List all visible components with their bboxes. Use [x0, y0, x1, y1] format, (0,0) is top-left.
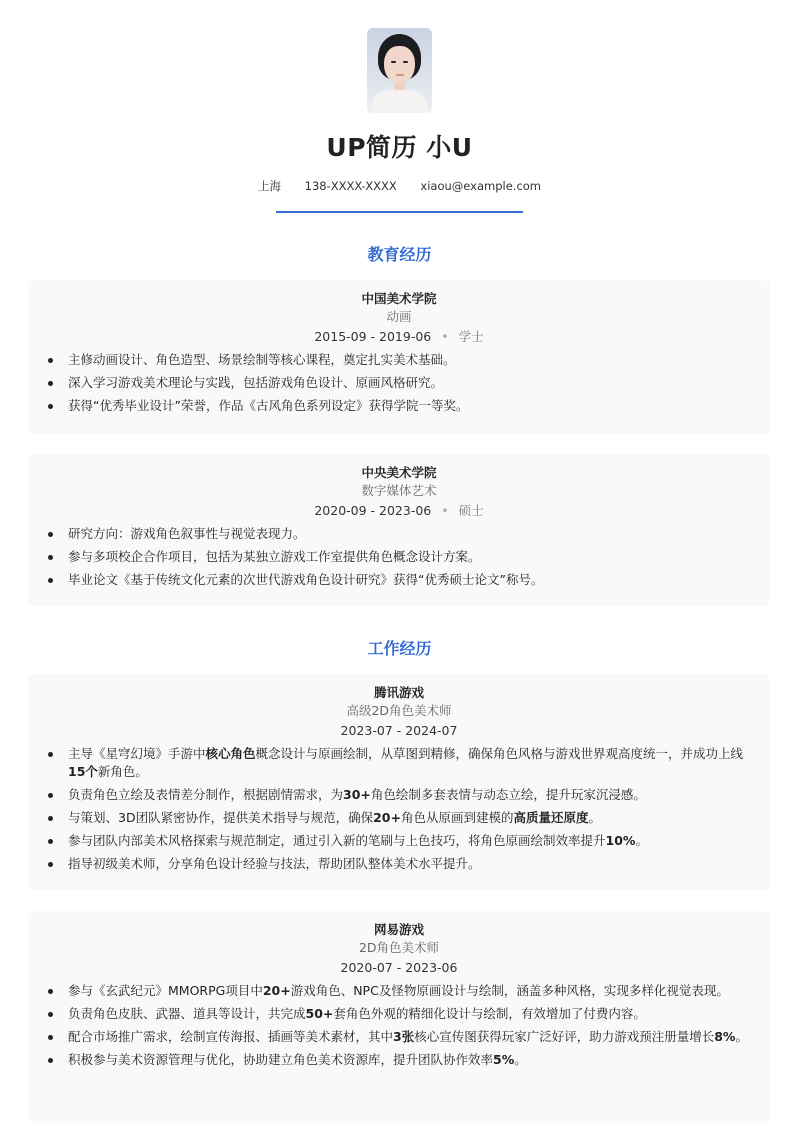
bullet-item	[48, 786, 752, 804]
bullet-text: 积极参与美术资源管理与优化，协助建立角色美术资源库，提升团队协作效率	[68, 1052, 494, 1067]
bullet-text: 与策划、3D团队紧密协作，提供美术指导与规范，确保	[68, 810, 374, 825]
work-bullets	[28, 745, 770, 873]
highlight-text: 20+	[373, 810, 401, 825]
bullet-text: 角色从原画到建模的	[400, 810, 514, 825]
school-major: 动画	[386, 309, 412, 324]
job-period: 2023-07 - 2024-07	[340, 723, 458, 738]
bullet-item	[48, 832, 752, 850]
bullet-item	[48, 855, 752, 873]
highlight-text: 10%	[605, 833, 636, 848]
bullet-text: 主修动画设计、角色造型、场景绘制等核心课程，奠定扎实美术基础。	[68, 352, 456, 367]
work-card	[28, 911, 770, 1123]
education-section-title: 教育经历	[367, 245, 432, 264]
profile-photo	[367, 28, 432, 113]
highlight-text: 3张	[393, 1029, 415, 1044]
bullet-text: 新角色。	[97, 764, 148, 779]
bullet-text: 套角色外观的精细化设计与绘制，有效增加了付费内容。	[333, 1006, 646, 1021]
resume-name: UP简历 小U	[326, 133, 473, 162]
bullet-text: 。	[514, 1052, 527, 1067]
education-period: 2020-09 - 2023-06	[314, 503, 432, 518]
bullet-item	[48, 397, 752, 415]
photo-suit	[371, 90, 428, 113]
school-name: 中国美术学院	[361, 291, 437, 306]
bullet-item	[48, 809, 752, 827]
bullet-text: 毕业论文《基于传统文化元素的次世代游戏角色设计研究》获得“优秀硕士论文”称号。	[68, 572, 544, 587]
bullet-item	[48, 351, 752, 369]
bullet-item	[48, 525, 752, 543]
highlight-text: 15个	[68, 764, 98, 779]
education-meta	[28, 501, 770, 521]
education-bullets	[28, 351, 770, 415]
work-section-title: 工作经历	[367, 639, 432, 658]
work-bullets	[28, 982, 770, 1069]
bullet-text: 。	[735, 1029, 748, 1044]
photo-face	[384, 46, 415, 84]
bullet-text: 负责角色立绘及表情差分制作，根据剧情需求，为	[68, 787, 344, 802]
job-role: 2D角色美术师	[358, 940, 440, 955]
bullet-text: 游戏角色、NPC及怪物原画设计与绘制，涵盖多种风格，实现多样化视觉表现。	[290, 983, 729, 998]
bullet-text: 获得“优秀毕业设计”荣誉，作品《古风角色系列设定》获得学院一等奖。	[68, 398, 469, 413]
company-name: 腾讯游戏	[373, 685, 424, 700]
bullet-item	[48, 571, 752, 589]
bullet-text: 。	[635, 833, 648, 848]
bullet-item	[48, 1028, 752, 1046]
company-name: 网易游戏	[373, 922, 424, 937]
education-meta	[28, 327, 770, 347]
education-bullets	[28, 525, 770, 589]
highlight-text: 30+	[343, 787, 371, 802]
bullet-item	[48, 548, 752, 566]
bullet-text: 配合市场推广需求，绘制宣传海报、插画等美术素材，其中	[68, 1029, 394, 1044]
bullet-text: 负责角色皮肤、武器、道具等设计，共完成	[68, 1006, 306, 1021]
contact-city: 上海	[257, 179, 281, 193]
contact-email[interactable]: xiaou@example.com	[420, 179, 542, 193]
highlight-text: 20+	[262, 983, 291, 998]
photo-lip	[396, 74, 404, 76]
bullet-item	[48, 374, 752, 392]
bullet-text: 主导《星穹幻境》手游中	[68, 746, 206, 761]
education-period: 2015-09 - 2019-06	[314, 329, 432, 344]
bullet-text: 。	[588, 810, 602, 825]
education-degree: 学士	[458, 329, 484, 344]
highlight-text: 8%	[714, 1029, 736, 1044]
highlight-text: 高质量还原度	[513, 810, 589, 825]
education-card	[28, 454, 770, 606]
contact-phone: 138-XXXX-XXXX	[304, 179, 397, 193]
school-major: 数字媒体艺术	[361, 483, 437, 498]
highlight-text: 5%	[493, 1052, 515, 1067]
bullet-item	[48, 1005, 752, 1023]
bullet-text: 核心宣传图获得玩家广泛好评，助力游戏预注册量增长	[414, 1029, 715, 1044]
bullet-text: 概念设计与原画绘制，从草图到精修，确保角色风格与游戏世界观高度统一，并成功上线	[255, 746, 744, 761]
bullet-text: 角色绘制多套表情与动态立绘，提升玩家沉浸感。	[370, 787, 646, 802]
bullet-text: 参与团队内部美术风格探索与规范制定，通过引入新的笔刷与上色技巧，将角色原画绘制效率提升	[68, 833, 606, 848]
school-name: 中央美术学院	[361, 465, 437, 480]
job-period: 2020-07 - 2023-06	[340, 960, 458, 975]
photo-eye	[391, 61, 396, 63]
bullet-item	[48, 982, 752, 1000]
bullet-item	[48, 1051, 752, 1069]
education-degree: 硕士	[458, 503, 484, 518]
bullet-text: 指导初级美术师，分享角色设计经验与技法，帮助团队整体美术水平提升。	[68, 856, 481, 871]
contact-info	[0, 178, 799, 194]
bullet-text: 参与多项校企合作项目，包括为某独立游戏工作室提供角色概念设计方案。	[68, 549, 481, 564]
bullet-text: 参与《玄武纪元》MMORPG项目中	[68, 983, 263, 998]
separator-dot: •	[441, 329, 449, 344]
education-card	[28, 280, 770, 434]
job-role: 高级2D角色美术师	[346, 703, 452, 718]
work-card	[28, 674, 770, 890]
header-divider	[276, 211, 523, 213]
bullet-text: 研究方向：游戏角色叙事性与视觉表现力。	[68, 526, 306, 541]
separator-dot: •	[441, 503, 449, 518]
bullet-item	[48, 745, 752, 781]
highlight-text: 核心角色	[205, 746, 256, 761]
photo-eye	[403, 61, 408, 63]
bullet-text: 深入学习游戏美术理论与实践，包括游戏角色设计、原画风格研究。	[68, 375, 444, 390]
highlight-text: 50+	[305, 1006, 334, 1021]
